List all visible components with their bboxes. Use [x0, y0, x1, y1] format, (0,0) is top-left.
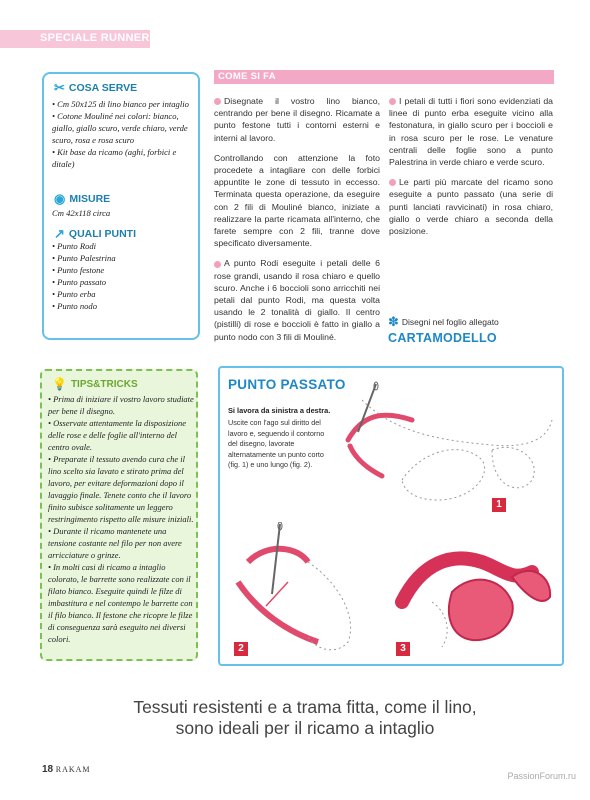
tip-item: • Durante il ricamo mantenete una tensione costante nel filo per non avere arricciature o grinze. [48, 526, 182, 560]
instruction-paragraph: A punto Rodi eseguite i petali delle 6 rose grandi, usando il rosa chiaro e quello scuro. Anche i 6 boccioli sono arricchiti nei petali dal punto Rodi, ma questa volta usando le 2 tonalità di giallo. Il centro (pistilli) di rose e boccioli è fatto in giallo a punto nodo con 3 fili di Mouliné. [214, 258, 380, 342]
tips-list [48, 393, 194, 645]
stitch-item: • Punto nodo [52, 301, 98, 311]
bullet-dot [389, 98, 396, 105]
materials-list [52, 98, 197, 170]
punto-passato-title: PUNTO PASSATO [228, 377, 346, 392]
figure-2-illustration [228, 522, 388, 660]
tip-item: • In molti casi di ricamo a intaglio colorato, le barrette sono realizzate con il filato bianco. Eseguite quindi le filze di imbastitura e nel contempo le barrette con il filo bianco. Il festone che ricopre le filze di conseguenza sarà eseguito nei diversi colori. [48, 562, 193, 644]
material-item: • Cm 50x125 di lino bianco per intaglio [52, 99, 189, 109]
cartamodello-label: CARTAMODELLO [388, 331, 497, 345]
stitch-item: • Punto Rodi [52, 241, 97, 251]
figure-number: 2 [234, 642, 248, 656]
punto-passato-box [218, 366, 564, 666]
tips-box [40, 369, 198, 661]
material-item: • Kit base da ricamo (aghi, forbici e ditale) [52, 147, 177, 169]
figure-3 [392, 522, 560, 660]
figure-1-illustration [342, 380, 558, 514]
lightbulb-icon: 💡 [52, 377, 67, 391]
tips-heading: 💡 TIPS&TRICKS [52, 377, 138, 391]
instruction-paragraph: Disegnate il vostro lino bianco, centrando per bene il disegno. Ricamate a punto festone tutti i contorni esterni e interni al lavoro. [214, 96, 380, 143]
figure-number: 1 [492, 498, 506, 512]
pull-quote [90, 697, 520, 739]
figure-2 [228, 522, 388, 660]
bullet-dot [214, 261, 221, 268]
punto-passato-text: Uscite con l'ago sul diritto del lavoro e, seguendo il contorno del disegno, lavorate alternatamente un punto corto (fig. 1) e uno lungo (fig. 2). [228, 418, 325, 469]
instructions-column-1 [214, 95, 380, 351]
magazine-name: RAKAM [55, 765, 91, 774]
section-tab [0, 30, 150, 48]
quote-line: sono ideali per il ricamo a intaglio [175, 718, 435, 738]
tip-item: • Preparate il tessuto avendo cura che il lino scelto sia lavato e stirato prima del lavoro, per evitare deformazioni dopo il lavaggio finale. Tenete conto che il lavoro finito subisce solitamente un leggero restringimento rispetto alle misure iniziali. [48, 454, 194, 524]
cosa-serve-box [42, 72, 200, 340]
come-si-fa-title: COME SI FA [218, 71, 276, 82]
stitch-item: • Punto passato [52, 277, 107, 287]
bullet-dot [214, 98, 221, 105]
material-item: • Cotone Mouliné nei colori: bianco, giallo, giallo scuro, verde chiaro, verde scuro, rosa e rosa scuro [52, 111, 188, 145]
figure-1 [342, 380, 558, 514]
needle-icon: ↗ [54, 226, 65, 241]
tape-measure-icon: ◉ [54, 191, 66, 206]
bullet-dot [389, 179, 396, 186]
scissors-icon: ✂ [54, 80, 65, 95]
misure-text: Cm 42x118 circa [52, 208, 111, 218]
cosa-serve-heading: ✂ COSA SERVE [54, 80, 138, 95]
tip-item: • Prima di iniziare il vostro lavoro studiate per bene il disegno. [48, 394, 194, 416]
stitch-item: • Punto erba [52, 289, 96, 299]
stitch-list [52, 240, 116, 312]
stitch-item: • Punto Palestrina [52, 253, 116, 263]
instruction-paragraph: I petali di tutti i fiori sono evidenziati da linee di punto erba eseguite vicino alla festonatura, in giallo scuro per i boccioli e in rosa scuro per le rose. Le venature centrali delle foglie sono a punto Palestrina in verde chiaro e verde scuro. [389, 96, 553, 168]
misure-heading: ◉ MISURE [54, 191, 111, 206]
cartamodello-note: ✽ Disegni nel foglio allegato CARTAMODELLO [388, 314, 558, 345]
instruction-paragraph: Le parti più marcate del ricamo sono eseguite a punto passato (una serie di punti lanciati ravvicinati) in rosa chiaro, giallo o verde chiaro a seconda della posizione. [389, 177, 553, 237]
section-label: SPECIALE RUNNER [40, 32, 150, 44]
quote-line: Tessuti resistenti e a trama fitta, come il lino, [133, 697, 477, 717]
figure-3-illustration [392, 522, 560, 660]
page-number: 18 [42, 764, 54, 775]
punto-passato-subtitle: Si lavora da sinistra a destra. [228, 406, 331, 415]
instructions-column-2 [389, 95, 553, 245]
punti-heading: ↗ QUALI PUNTI [54, 226, 136, 241]
flower-icon: ✽ [388, 314, 399, 329]
page-footer [42, 764, 91, 775]
tip-item: • Osservate attentamente la disposizione delle rose e delle foglie all'interno del centro ovale. [48, 418, 187, 452]
instruction-paragraph: Controllando con attenzione la foto procedete a intagliare con delle forbici appuntite le zone di tessuto in eccesso. Terminata questa operazione, da eseguire con 2 fili di Mouliné bianco, iniziate a realizzare la parte ricamata all'interno, che farete sempre con 2 fili, tranne dove specificato diversamente. [214, 152, 380, 249]
figure-number: 3 [396, 642, 410, 656]
come-si-fa-bar [214, 70, 554, 84]
stitch-item: • Punto festone [52, 265, 105, 275]
watermark: PassionForum.ru [507, 771, 576, 781]
